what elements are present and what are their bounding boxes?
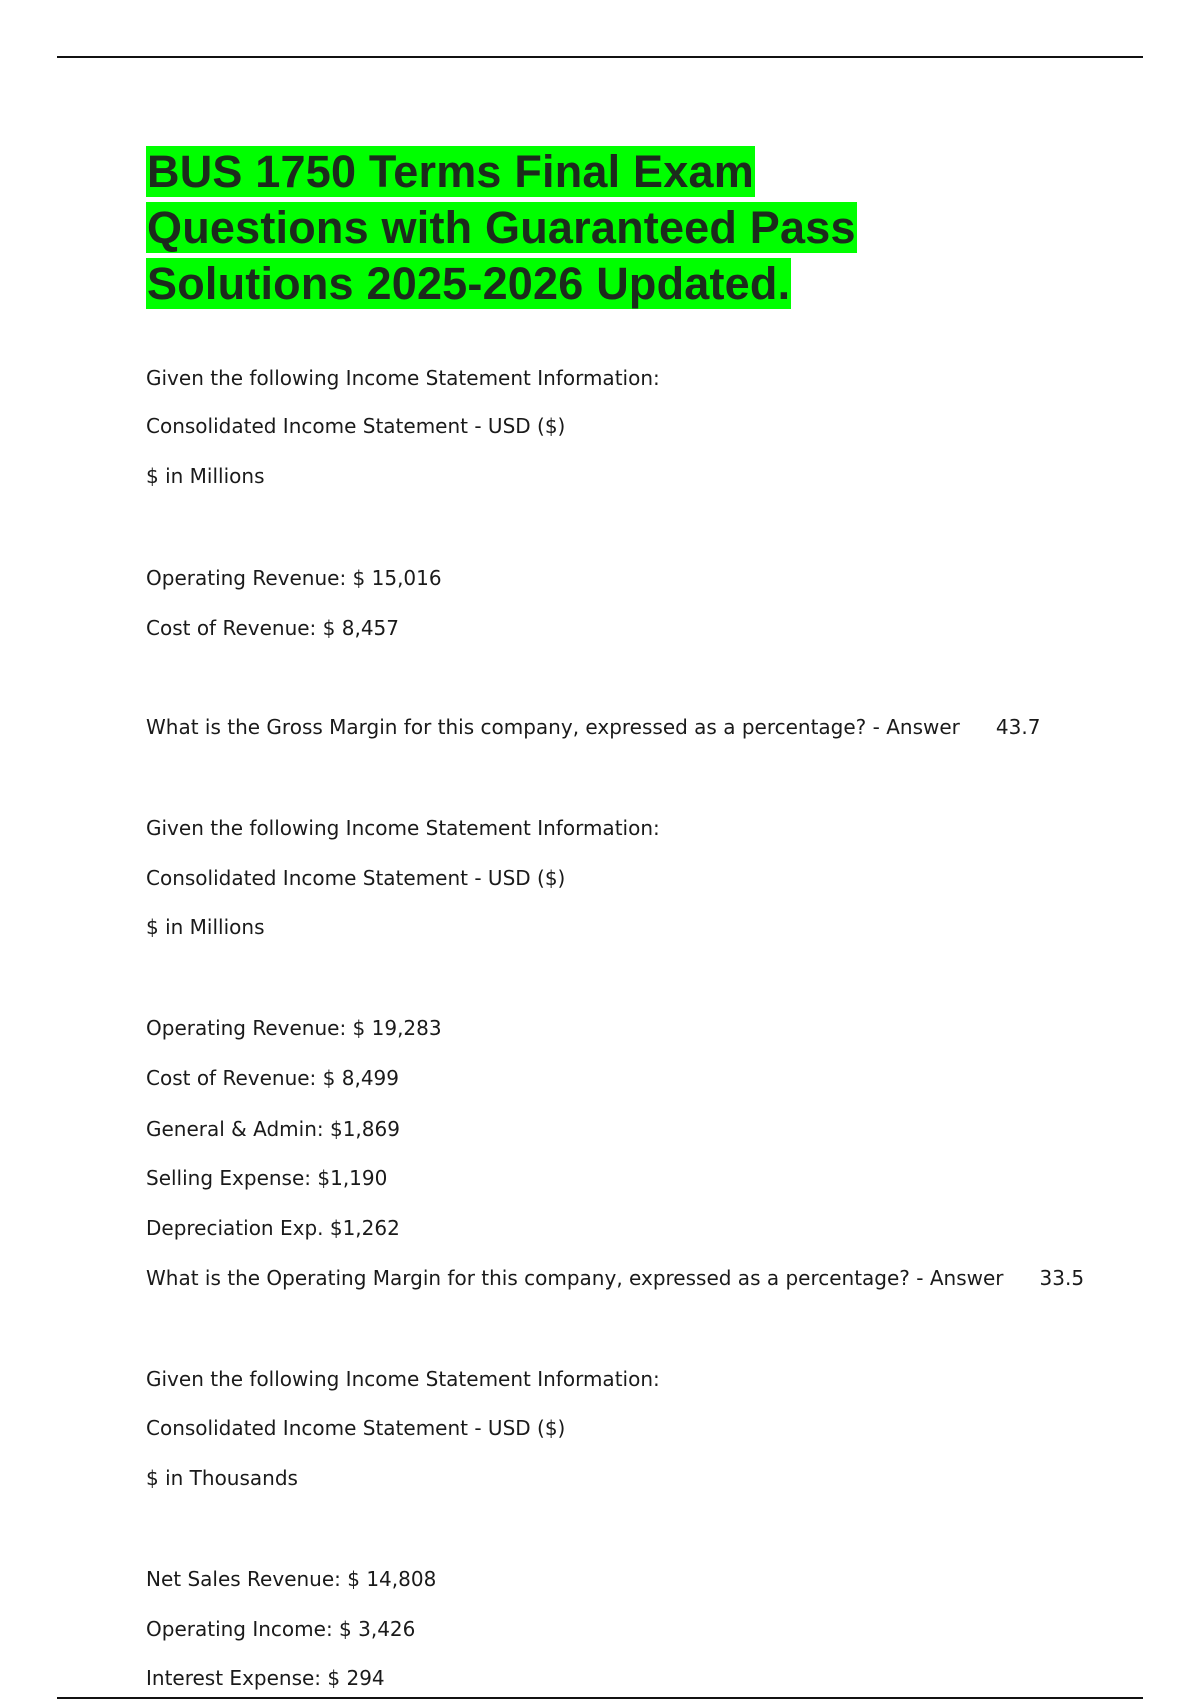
document-title-block	[146, 144, 1126, 312]
section-1-statement: Consolidated Income Statement - USD ($)	[146, 414, 566, 438]
section-2-question-row	[146, 1265, 1084, 1291]
section-3-unit: $ in Thousands	[146, 1466, 298, 1490]
section-2-unit: $ in Millions	[146, 915, 265, 939]
section-1-item: Operating Revenue: $ 15,016	[146, 566, 442, 590]
title-line-2: Questions with Guaranteed Pass	[147, 202, 856, 253]
section-1-intro: Given the following Income Statement Information:	[146, 366, 660, 390]
header-rule	[57, 56, 1143, 58]
section-3-item: Operating Income: $ 3,426	[146, 1617, 416, 1641]
section-2-item: General & Admin: $1,869	[146, 1117, 400, 1141]
section-1-question-row	[146, 714, 1040, 740]
section-2-item: Depreciation Exp. $1,262	[146, 1216, 400, 1240]
section-2-item: Operating Revenue: $ 19,283	[146, 1016, 442, 1040]
section-2-answer: 33.5	[1039, 1266, 1085, 1290]
footer-rule	[57, 1697, 1143, 1699]
section-2-statement: Consolidated Income Statement - USD ($)	[146, 866, 566, 890]
section-3-intro: Given the following Income Statement Information:	[146, 1367, 660, 1391]
section-3-statement: Consolidated Income Statement - USD ($)	[146, 1416, 566, 1440]
section-1-answer: 43.7	[995, 715, 1041, 739]
section-2-intro: Given the following Income Statement Information:	[146, 816, 660, 840]
section-2-question: What is the Operating Margin for this company, expressed as a percentage? - Answer	[146, 1266, 1004, 1290]
document-title	[146, 144, 1126, 312]
title-line-1: BUS 1750 Terms Final Exam	[147, 146, 754, 197]
section-1-question: What is the Gross Margin for this company, expressed as a percentage? - Answer	[146, 715, 960, 739]
section-1-item: Cost of Revenue: $ 8,457	[146, 616, 399, 640]
title-line-3: Solutions 2025-2026 Updated.	[147, 258, 791, 309]
section-2-item: Cost of Revenue: $ 8,499	[146, 1066, 399, 1090]
section-1-unit: $ in Millions	[146, 464, 265, 488]
section-3-item: Interest Expense: $ 294	[146, 1666, 385, 1690]
section-2-item: Selling Expense: $1,190	[146, 1166, 388, 1190]
section-3-item: Net Sales Revenue: $ 14,808	[146, 1567, 437, 1591]
